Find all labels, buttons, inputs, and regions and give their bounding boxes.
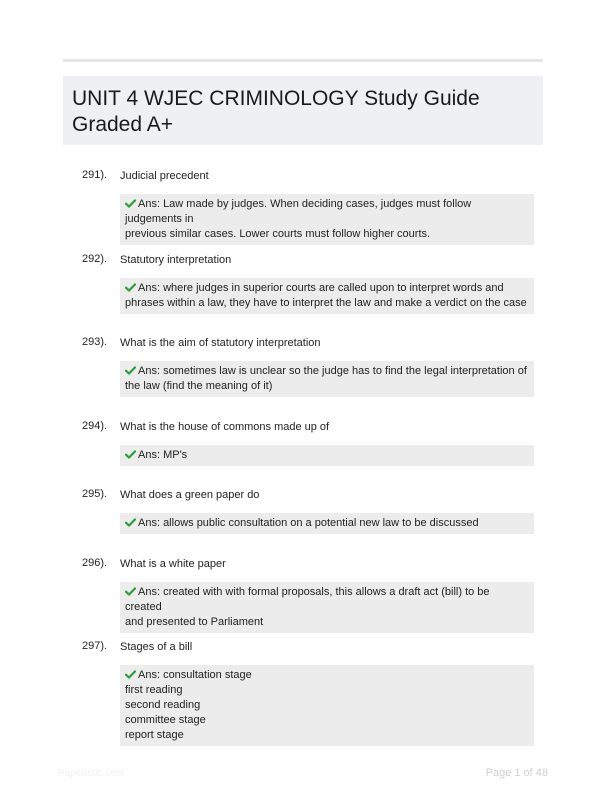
answer-box (120, 445, 534, 466)
check-icon (125, 450, 136, 459)
check-icon (125, 518, 136, 527)
answer-text: Ans: allows public consultation on a potential new law to be discussed (138, 517, 479, 529)
question-text: What does a green paper do (120, 489, 260, 501)
answer-text: Ans: consultation stage (138, 669, 252, 681)
question-number: 292). (82, 253, 108, 265)
question-text: What is a white paper (120, 558, 226, 570)
question-text: Judicial precedent (120, 170, 209, 182)
answer-text: the law (find the meaning of it) (125, 380, 273, 392)
question-text: What is the aim of statutory interpretation (120, 337, 321, 349)
title-box (63, 76, 543, 145)
answer-text: Ans: Law made by judges. When deciding cases, judges must follow judgements in (125, 198, 472, 225)
answer-text: second reading (125, 699, 201, 711)
answer-text: previous similar cases. Lower courts must follow higher courts. (125, 228, 431, 240)
question-text: Statutory interpretation (120, 254, 232, 266)
check-icon (125, 283, 136, 292)
answer-text: committee stage (125, 714, 206, 726)
answer-text: and presented to Parliament (125, 616, 264, 628)
document-title: UNIT 4 WJEC CRIMINOLOGY Study Guide Graded A+ (72, 87, 480, 136)
answer-text: Ans: created with with formal proposals, this allows a draft act (bill) to be created (125, 586, 490, 613)
answer-text: Ans: sometimes law is unclear so the judge has to find the legal interpretation of (138, 365, 527, 377)
answer-text: report stage (125, 729, 184, 741)
question-number: 297). (82, 640, 108, 652)
question-text: What is the house of commons made up of (120, 421, 330, 433)
answer-text: first reading (125, 684, 183, 696)
answer-box (120, 582, 534, 633)
footer-site: Papertstic.com (58, 768, 125, 779)
answer-box (120, 665, 534, 746)
check-icon (125, 670, 136, 679)
question-text: Stages of a bill (120, 641, 193, 653)
answer-box (120, 278, 534, 314)
question-number: 291). (82, 169, 108, 181)
answer-box (120, 361, 534, 397)
check-icon (125, 199, 136, 208)
question-number: 294). (82, 420, 108, 432)
question-number: 295). (82, 488, 108, 500)
check-icon (125, 587, 136, 596)
answer-text: Ans: MP's (138, 449, 188, 461)
page-number: Page 1 of 48 (485, 767, 548, 779)
answer-box (120, 194, 534, 245)
question-number: 293). (82, 336, 108, 348)
answer-text: Ans: where judges in superior courts are called upon to interpret words and (138, 282, 504, 294)
check-icon (125, 366, 136, 375)
answer-text: phrases within a law, they have to interpret the law and make a verdict on the case (125, 297, 527, 309)
top-divider (63, 59, 543, 62)
answer-box (120, 513, 534, 534)
question-number: 296). (82, 557, 108, 569)
